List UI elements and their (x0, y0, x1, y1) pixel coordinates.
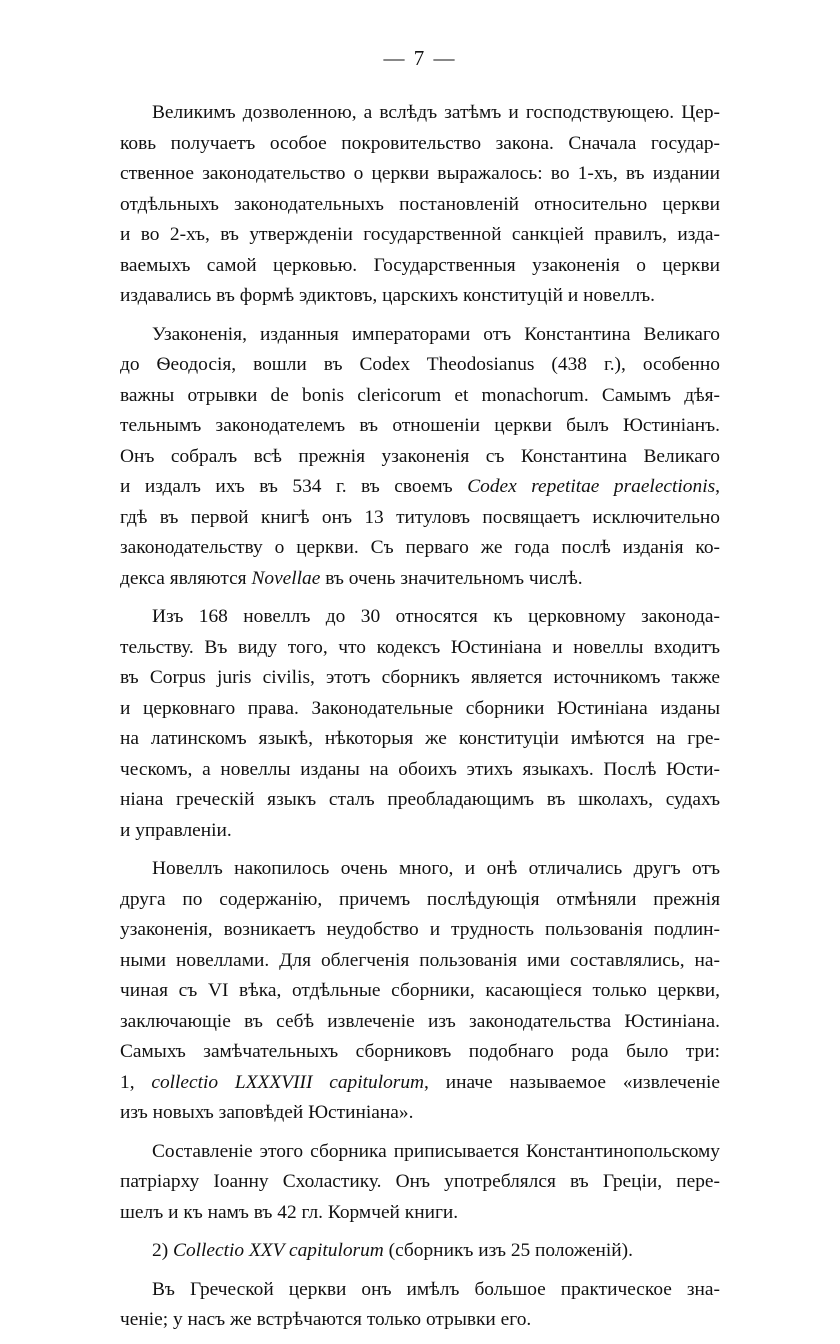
text-segment: ковь получаетъ особое покровительство закона. Сначала государ- (120, 132, 720, 154)
text-segment: шелъ и къ намъ въ 42 гл. Кормчей книги. (120, 1201, 459, 1223)
text-segment: ченіе; у насъ же встрѣчаются только отрывки его. (120, 1309, 532, 1330)
text-segment: декса являются (120, 567, 252, 589)
paragraph (120, 602, 720, 846)
italic-latin-title: Novellae (251, 567, 321, 589)
paragraph (120, 1137, 720, 1229)
text-segment: , (715, 476, 720, 497)
text-segment: Самыхъ замѣчательныхъ сборниковъ подобнаго рода было три: (120, 1041, 720, 1062)
text-line (120, 946, 720, 977)
text-segment: Въ Греческой церкви онъ имѣлъ большое практическое зна- (152, 1278, 720, 1300)
text-segment: 1, (120, 1071, 152, 1093)
text-line (120, 785, 720, 816)
text-segment: издавались въ формѣ эдиктовъ, царскихъ конституцій и новеллъ. (120, 285, 656, 306)
text-segment: ческомъ, а новеллы изданы на обоихъ этихъ языкахъ. Послѣ Юсти- (120, 758, 720, 780)
text-segment: патріарху Іоанну Схоластику. Онъ употреблялся въ Греціи, пере- (120, 1171, 720, 1192)
text-line (120, 98, 720, 129)
text-line (120, 1167, 720, 1198)
text-line (120, 381, 720, 412)
text-line (120, 350, 720, 381)
text-segment: на латинскомъ языкѣ, нѣкоторыя же конституціи имѣются на гре- (120, 728, 720, 749)
text-segment: изъ новыхъ заповѣдей Юстиніана». (120, 1102, 414, 1123)
text-line (120, 564, 720, 595)
body-text (120, 98, 720, 1344)
paragraph (120, 320, 720, 595)
page-number-header: — 7 — (383, 46, 457, 70)
text-line (120, 976, 720, 1007)
text-segment: друга по содержанію, причемъ послѣдующія отмѣняли прежнія (120, 888, 720, 910)
text-line (120, 503, 720, 534)
text-line (120, 694, 720, 725)
italic-latin-title: collectio LXXXVIII capitulorum (151, 1071, 425, 1093)
text-segment: тельству. Въ виду того, что кодексъ Юстиніана и новеллы входитъ (120, 636, 720, 658)
text-line (120, 411, 720, 442)
paragraph (120, 98, 720, 312)
text-line (120, 816, 720, 847)
text-line (120, 1007, 720, 1038)
text-segment: , иначе называемое «извлеченіе (424, 1071, 720, 1093)
text-segment: и управленіи. (120, 819, 232, 841)
text-line (120, 633, 720, 664)
text-line (120, 159, 720, 190)
text-segment: ваемыхъ самой церковью. Государственныя узаконенія о церкви (120, 254, 720, 276)
text-segment: отдѣльныхъ законодательныхъ постановленій относительно церкви (120, 193, 720, 215)
text-line (120, 1137, 720, 1168)
text-segment: и издалъ ихъ въ 534 г. въ своемъ (120, 476, 468, 497)
text-segment: Новеллъ накопилось очень много, и онѣ отличались другъ отъ (152, 858, 720, 879)
text-segment: Узаконенія, изданныя императорами отъ Константина Великаго (152, 323, 720, 345)
italic-latin-title: Collectio XXV capitulorum (173, 1240, 384, 1261)
text-line (120, 724, 720, 755)
text-segment: въ очень значительномъ числѣ. (320, 567, 583, 589)
text-line (120, 1305, 720, 1336)
paragraph (120, 1275, 720, 1336)
text-line (120, 915, 720, 946)
text-line (120, 1068, 720, 1099)
text-line (120, 190, 720, 221)
text-line (120, 755, 720, 786)
text-line (120, 442, 720, 473)
text-line (120, 1275, 720, 1306)
text-segment: и церковнаго права. Законодательные сборники Юстиніана изданы (120, 697, 720, 719)
text-segment: заключающіе въ себѣ извлеченіе изъ законодательства Юстиніана. (120, 1010, 720, 1032)
text-line (120, 320, 720, 351)
text-line (120, 533, 720, 564)
text-segment: Изъ 168 новеллъ до 30 относятся къ церковному законода- (152, 606, 720, 627)
text-line (120, 854, 720, 885)
text-segment: ніана греческій языкъ сталъ преобладающимъ въ школахъ, судахъ (120, 789, 720, 810)
text-line (120, 472, 720, 503)
text-segment: узаконенія, возникаетъ неудобство и трудность пользованія подлин- (120, 919, 720, 940)
text-line (120, 1037, 720, 1068)
text-segment: и во 2-хъ, въ утвержденіи государственной санкціей правилъ, изда- (120, 224, 720, 245)
text-segment: въ Corpus juris civilis, этотъ сборникъ является источникомъ также (120, 667, 720, 688)
text-segment: Великимъ дозволенною, а вслѣдъ затѣмъ и господствующею. Цер- (152, 102, 720, 123)
text-line (120, 885, 720, 916)
paragraph (120, 854, 720, 1129)
text-segment: (сборникъ изъ 25 положеній). (383, 1240, 633, 1261)
text-line (120, 1198, 720, 1229)
text-segment: Составленіе этого сборника приписывается Константинопольскому (152, 1140, 720, 1162)
text-segment: важны отрывки de bonis clericorum et monachorum. Самымъ дѣя- (120, 384, 720, 406)
text-segment: чиная съ VI вѣка, отдѣльные сборники, касающіеся только церкви, (120, 980, 720, 1001)
text-segment: ными новеллами. Для облегченія пользованія ими составлялись, на- (120, 949, 720, 971)
text-segment: до Ѳеодосія, вошли въ Codex Theodosianus (438 г.), особенно (120, 354, 720, 375)
text-segment: ственное законодательство о церкви выражалось: во 1-хъ, въ издании (120, 163, 720, 184)
text-segment: 2) (152, 1240, 174, 1261)
text-line (120, 602, 720, 633)
italic-latin-title: Codex repetitae praelectionis (467, 476, 716, 497)
text-line (120, 1236, 720, 1267)
text-line (120, 251, 720, 282)
text-line (120, 663, 720, 694)
text-segment: тельнымъ законодателемъ въ отношеніи церкви былъ Юстиніанъ. (120, 415, 720, 436)
text-line (120, 129, 720, 160)
paragraph (120, 1236, 720, 1267)
text-segment: Онъ собралъ всѣ прежнія узаконенія съ Константина Великаго (120, 445, 720, 467)
text-line (120, 281, 720, 312)
text-segment: гдѣ въ первой книгѣ онъ 13 титуловъ посвящаетъ исключительно (120, 506, 720, 528)
text-line (120, 220, 720, 251)
text-line (120, 1098, 720, 1129)
text-segment: законодательству о церкви. Съ перваго же года послѣ изданія ко- (120, 537, 720, 558)
